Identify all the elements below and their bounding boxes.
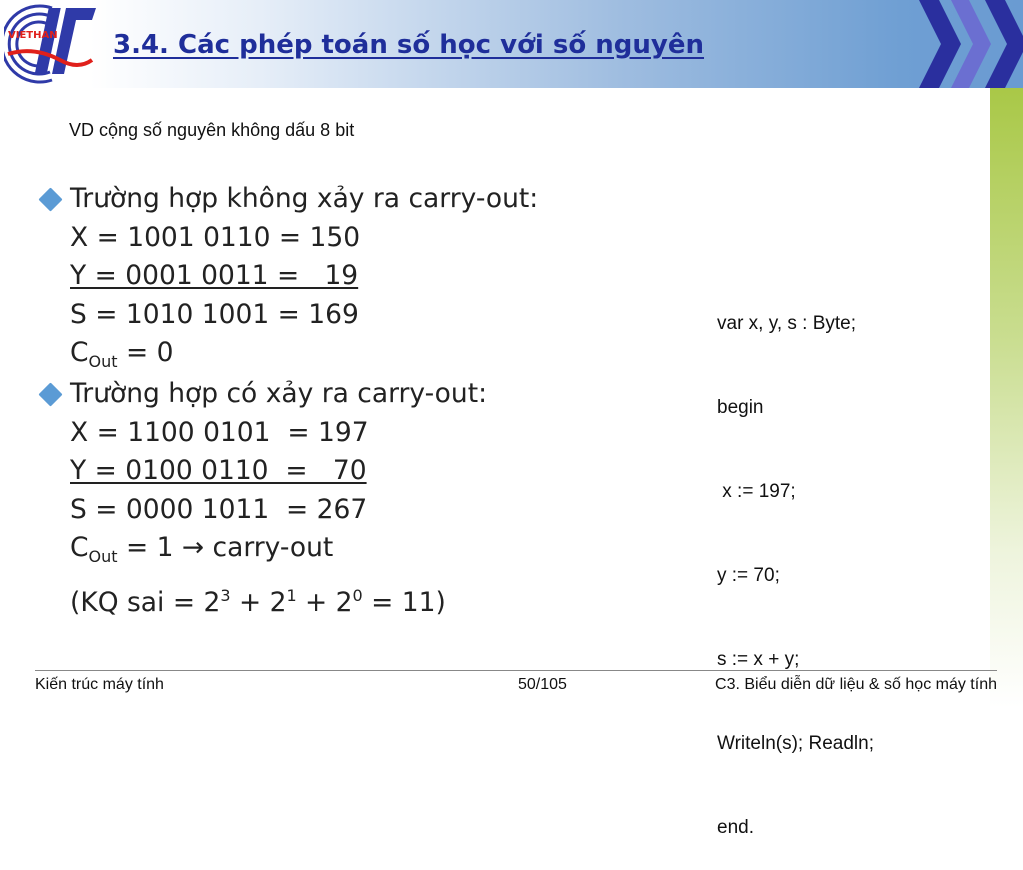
exponent: 0 [352,585,363,605]
x-line: X = 1001 0110 = 150 [70,221,361,253]
result-prefix: (KQ sai = 2 [70,586,221,618]
diamond-bullet-icon [38,382,62,406]
carry-line [40,529,487,577]
y-line-text: Y = 0001 0011 = 19 [70,260,359,291]
result-line [40,577,487,623]
exponent: 3 [220,585,231,605]
s-line: S = 1010 1001 = 169 [70,298,359,330]
y-line [40,257,538,296]
case-with-carry [40,375,487,622]
code-line: begin [717,397,764,418]
example-subtitle: VD cộng số nguyên không dấu 8 bit [69,120,355,140]
carry-subscript: Out [88,352,118,371]
carry-value: = 1 [117,532,182,563]
x-line: X = 1100 0101 = 197 [70,416,369,448]
diamond-bullet-icon [38,187,62,211]
footer-divider [35,670,997,671]
side-decoration-strip [990,88,1023,708]
logo-icon [4,2,96,84]
bullet-item [40,180,538,219]
result-part: + 2 [230,586,287,618]
slide-title: 3.4. Các phép toán số học với số nguyên [113,30,705,60]
result-part: + 2 [296,586,353,618]
footer-page-number: 50/105 [518,676,567,693]
case-no-carry [40,180,538,382]
case-heading: Trường hợp có xảy ra carry-out: [70,378,488,409]
carry-subscript: Out [88,547,118,566]
carry-note: carry-out [204,532,334,563]
chevron-decoration-icon [905,0,1023,88]
code-line: x := 197; [717,481,796,502]
carry-symbol: C [70,337,89,368]
case-heading: Trường hợp không xảy ra carry-out: [70,183,539,214]
code-line: end. [717,817,754,838]
y-line [40,452,487,491]
code-line: s := x + y; [717,649,800,670]
result-suffix: = 11) [362,586,446,618]
footer-chapter-name: C3. Biểu diễn dữ liệu & số học máy tính [715,676,997,693]
right-arrow-icon: → [181,532,205,563]
y-line-text: Y = 0100 0110 = 70 [70,455,367,486]
svg-text:VIETHAN: VIETHAN [8,30,58,41]
code-line: Writeln(s); Readln; [717,733,874,754]
footer-course-name: Kiến trúc máy tính [35,676,164,693]
pascal-code-block [717,254,874,870]
bullet-item [40,375,487,414]
code-line: y := 70; [717,565,780,586]
s-line: S = 0000 1011 = 267 [70,493,368,525]
carry-value: = 0 [117,337,174,368]
exponent: 1 [286,585,297,605]
code-line: var x, y, s : Byte; [717,313,857,334]
carry-symbol: C [70,532,89,563]
